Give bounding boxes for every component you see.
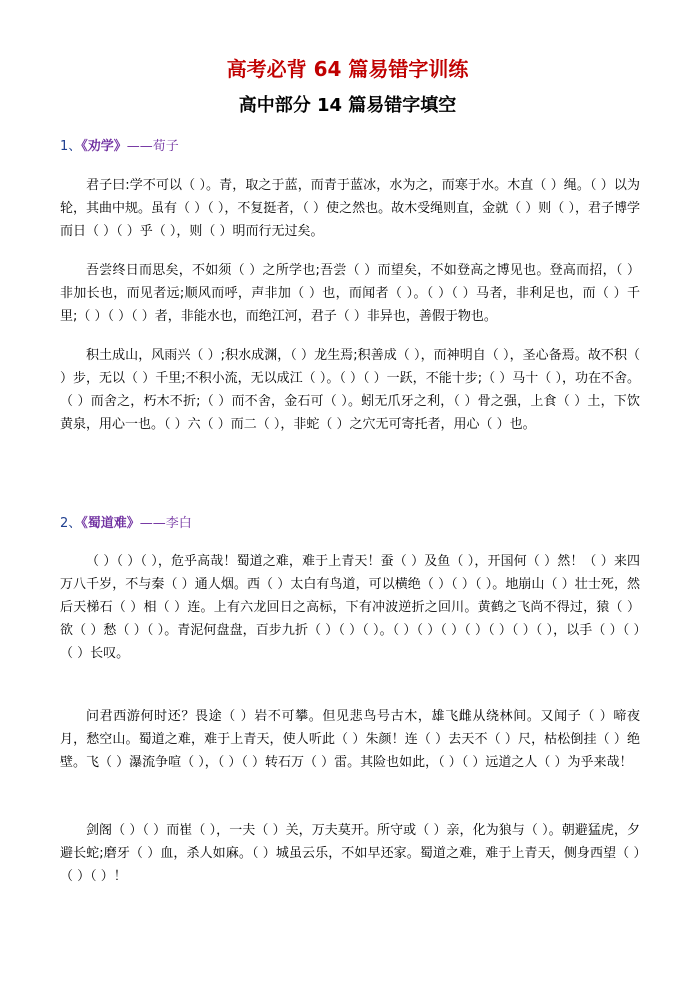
section-number: 1、 xyxy=(60,139,82,154)
paragraph: 吾尝终日而思矣，不如须（ ）之所学也;吾尝（ ）而望矣，不如登高之博见也。登高而招，（ ）非加长也，而见者远;顺风而呼，声非加（ ）也，而闻者（ ）。（ ）（ ）马者，非利足也，而（ ）千里;（ ）（ ）（ ）者，非能水也，而绝江河，君子（ ）非异也，善假于物也。 xyxy=(60,263,640,324)
section-number: 2、 xyxy=(60,516,82,531)
section-work-title: 《蜀道难》 xyxy=(81,516,140,531)
section-dash: —— xyxy=(126,139,153,154)
document-subtitle: 高中部分 14 篇易错字填空 xyxy=(238,95,457,116)
paragraph: 剑阁（ ）（ ）而崔（ ），一夫（ ）关，万夫莫开。所守或（ ）亲，化为狼与（ ）。朝避猛虎，夕避长蛇;磨牙（ ）血，杀人如麻。（ ）城虽云乐，不如早还家。蜀道之难，难于上青天，侧身西望（ ）（ ）（ ）！ xyxy=(60,823,640,884)
paragraph: 积土成山，风雨兴（ ）;积水成渊，（ ）龙生焉;积善成（ ），而神明自（ ），圣心备焉。故不积（ ）步，无以（ ）千里;不积小流，无以成江（ ）。（ ）（ ）一跃，不能十步;（ ）马十（ ），功在不舍。（ ）而舍之，朽木不折;（ ）而不舍，金石可（ ）。蚓无爪牙之利，（ ）骨之强，上食（ ）土，下饮黄泉，用心一也。（ ）六（ ）而二（ ），非蛇（ ）之穴无可寄托者，用心（ ）也。 xyxy=(60,348,640,432)
section-heading-1 xyxy=(60,137,179,157)
section-author: 李白 xyxy=(165,516,192,531)
section-author: 荀子 xyxy=(152,139,179,154)
section-heading-2 xyxy=(60,514,192,534)
section-work-title: 《劝学》 xyxy=(81,139,127,154)
paragraph: 君子曰:学不可以（ ）。青，取之于蓝，而青于蓝冰，水为之，而寒于水。木直（ ）绳。（ ）以为轮，其曲中规。虽有（ ）（ ），不复挺者，（ ）使之然也。故木受绳则直，金就（ ）则（ ），君子博学而日（ ）（ ）乎（ ），则（ ）明而行无过矣。 xyxy=(60,178,640,239)
paragraph: 问君西游何时还？畏途（ ）岩不可攀。但见悲鸟号古木，雄飞雌从绕林间。又闻子（ ）啼夜月，愁空山。蜀道之难，难于上青天，使人听此（ ）朱颜！连（ ）去天不（ ）尺，枯松倒挂（ ）绝壁。飞（ ）瀑流争喧（ ），（ ）（ ）转石万（ ）雷。其险也如此，（ ）（ ）远道之人（ ）为乎来哉！ xyxy=(60,709,640,770)
document-title: 高考必背 64 篇易错字训练 xyxy=(226,57,469,81)
section-dash: —— xyxy=(139,516,166,531)
paragraph: （ ）（ ）（ ），危乎高哉！蜀道之难，难于上青天！蚕（ ）及鱼（ ），开国何（ ）然！（ ）来四万八千岁，不与秦（ ）通人烟。西（ ）太白有鸟道，可以横绝（ ）（ ）（ ）。地崩山（ ）壮士死，然后天梯石（ ）相（ ）连。上有六龙回日之高标，下有冲波逆折之回川。黄鹤之飞尚不得过，猿（ ）欲（ ）愁（ ）（ ）。青泥何盘盘，百步九折（ ）（ ）（ ）。（ ）（ ）（ ）（ ）（ ）（ ）（ ），以手（ ）（ ）（ ）长叹。 xyxy=(60,554,640,661)
